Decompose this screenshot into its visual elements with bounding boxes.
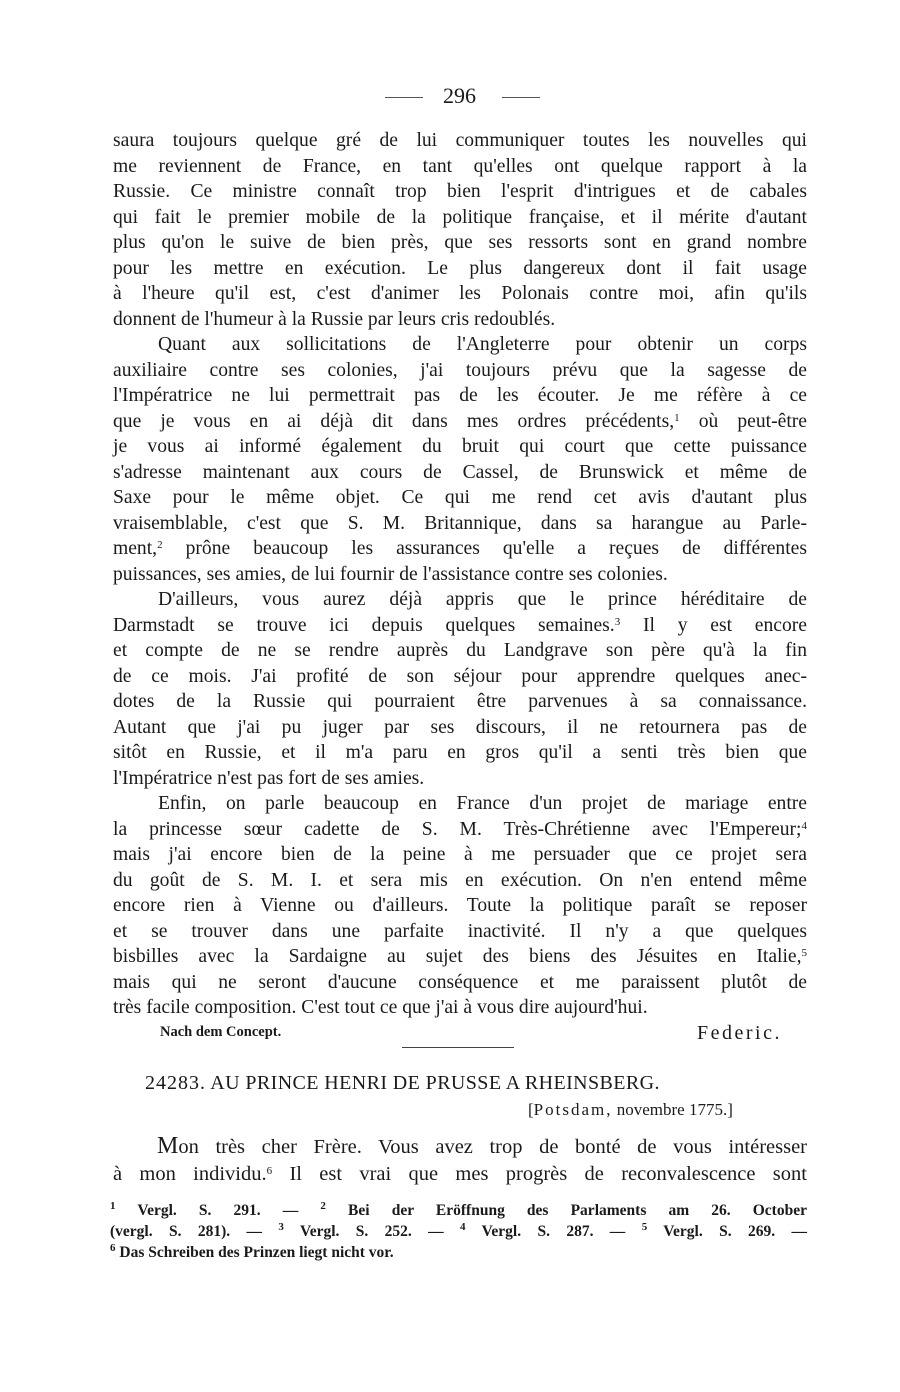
text-line: me reviennent de France, en tant qu'elles ont quelque rapport à la — [113, 155, 807, 177]
text-line — [113, 613, 807, 639]
text-segment: on très cher Frère. Vous avez trop de bonté de vous intéresser — [178, 1136, 807, 1158]
footnote-ref[interactable]: 2 — [157, 539, 163, 551]
text-line: dotes de la Russie qui pourraient être parvenues à sa connaissance. — [113, 691, 807, 712]
footnote-text: Vergl. S. 269. — — [663, 1223, 807, 1240]
footnote-text: Vergl. S. 291. — — [137, 1202, 299, 1219]
letter-line — [113, 1132, 807, 1160]
letter-dateline — [528, 1100, 733, 1120]
footnote-marker: 1 — [110, 1200, 116, 1212]
text-line: plus qu'on le suive de bien près, que ses ressorts sont en grand nombre — [113, 232, 807, 253]
letter-heading — [145, 1072, 785, 1095]
footnote-marker: 5 — [641, 1221, 648, 1233]
text-line: et compte de ne se rendre auprès du Landgrave son père qu'à la fin — [113, 640, 807, 661]
text-line: s'adresse maintenant aux cours de Cassel, de Brunswick et même de — [113, 461, 807, 483]
footnote-marker: 3 — [278, 1221, 284, 1233]
section-divider — [402, 1047, 514, 1048]
footnote-marker: 2 — [320, 1200, 326, 1212]
text-line: auxiliaire contre ses colonies, j'ai toujours prévu que la sagesse de — [113, 359, 807, 381]
text-line: mais qui ne seront d'aucune conséquence et me paraissent plutôt de — [113, 971, 807, 993]
text-line: pour les mettre en exécution. Le plus dangereux dont il fait usage — [113, 257, 807, 279]
text-line: mais j'ai encore bien de la peine à me persuader que ce projet sera — [113, 844, 807, 865]
text-segment: à mon individu. — [113, 1163, 267, 1185]
page-number: 296 — [443, 83, 476, 108]
text-segment: ment, — [113, 538, 158, 559]
footnote-text: Bei der Eröffnung des Parlaments am 26. October — [348, 1202, 807, 1219]
text-line: donnent de l'humeur à la Russie par leurs cris redoublés. — [113, 308, 556, 330]
header-dash-left — [385, 97, 423, 98]
text-segment: la princesse sœur cadette de S. M. Très-Chrétienne avec l'Empereur; — [113, 818, 802, 840]
footnote-ref[interactable]: 1 — [674, 411, 680, 424]
footnote-ref[interactable]: 4 — [801, 819, 807, 832]
footnote-text: Das Schreiben des Prinzen liegt nicht vor. — [119, 1244, 394, 1261]
text-line: très facile composition. C'est tout ce que j'ai à vous dire aujourd'hui. — [113, 997, 648, 1018]
paragraph-start: Quant aux sollicitations de l'Angleterre pour obtenir un corps — [158, 334, 807, 355]
text-line: vraisemblable, c'est que S. M. Britannique, dans sa harangue au Parle- — [113, 512, 807, 534]
source-note: Nach dem Concept. — [160, 1024, 282, 1040]
text-line: Autant que j'ai pu juger par ses discours, il ne retournera pas de — [113, 716, 807, 738]
text-line: je vous ai informé également du bruit qui court que cette puissance — [113, 436, 807, 457]
dateline-bracket: [ — [528, 1100, 534, 1119]
text-line: encore rien à Vienne ou d'ailleurs. Toute la politique paraît se reposer — [113, 895, 807, 916]
footnote-line — [110, 1200, 807, 1221]
dateline-place: Potsdam, — [533, 1100, 613, 1119]
greeting-initial: M — [157, 1133, 179, 1159]
letter-line — [113, 1160, 807, 1188]
footnote-text: Vergl. S. 287. — — [481, 1223, 626, 1240]
text-line: à l'heure qu'il est, c'est d'animer les Polonais contre moi, afin qu'ils — [113, 283, 807, 304]
footnote-line — [110, 1221, 807, 1242]
footnote-ref[interactable]: 3 — [614, 615, 621, 628]
text-line: de ce mois. J'ai profité de son séjour pour apprendre quelques anec- — [113, 665, 807, 687]
footnote-ref[interactable]: 6 — [266, 1165, 273, 1177]
letter-title: AU PRINCE HENRI DE PRUSSE A RHEINSBERG. — [210, 1072, 660, 1094]
text-line: puissances, ses amies, de lui fournir de l'assistance contre ses colonies. — [113, 563, 668, 585]
text-segment: prône beaucoup les assurances qu'elle a reçues de différentes — [185, 538, 807, 559]
footnote-line — [110, 1242, 807, 1263]
page-header — [0, 84, 900, 108]
text-line: et se trouver dans une parfaite inactivité. Il n'y a que quelques — [113, 920, 807, 942]
text-segment: Il y est encore — [642, 614, 808, 636]
text-line: l'Impératrice n'est pas fort de ses amies. — [113, 767, 425, 789]
text-segment: Darmstadt se trouve ici depuis quelques semaines. — [113, 614, 615, 636]
header-dash-right — [502, 97, 540, 98]
text-line: Saxe pour le même objet. Ce qui me rend cet avis d'autant plus — [113, 487, 807, 508]
text-segment: Il est vrai que mes progrès de reconvalescence sont — [289, 1163, 807, 1185]
text-line: du goût de S. M. I. et sera mis en exécution. On n'en entend même — [113, 869, 807, 891]
paragraph-start: D'ailleurs, vous aurez déjà appris que le prince héréditaire de — [158, 589, 807, 610]
text-line — [113, 409, 807, 435]
text-line: qui fait le premier mobile de la politique française, et il mérite d'autant — [113, 206, 807, 228]
text-segment: où peut-être — [698, 410, 807, 432]
signature: Federic. — [697, 1022, 782, 1044]
footnote-marker: 6 — [110, 1242, 116, 1254]
text-line: saura toujours quelque gré de lui communiquer toutes les nouvelles qui — [113, 130, 807, 151]
closing-row — [160, 1022, 782, 1046]
dateline-date: novembre 1775.] — [616, 1100, 733, 1119]
footnote-text: (vergl. S. 281). — — [110, 1223, 262, 1240]
text-line: Russie. Ce ministre connaît trop bien l'esprit d'intrigues et de cabales — [113, 181, 807, 202]
text-segment: que je vous en ai déjà dit dans mes ordres précédents, — [113, 410, 675, 432]
text-line: sitôt en Russie, et il m'a paru en gros qu'il a senti très bien que — [113, 742, 807, 763]
text-line — [113, 536, 807, 562]
footnote-text: Vergl. S. 252. — — [299, 1223, 444, 1240]
text-segment: bisbilles avec la Sardaigne au sujet des biens des Jésuites en Italie, — [113, 946, 802, 967]
text-line — [113, 944, 807, 970]
footnote-ref[interactable]: 5 — [801, 947, 807, 959]
footnote-marker: 4 — [460, 1221, 466, 1233]
paragraph-start: Enfin, on parle beaucoup en France d'un projet de mariage entre — [158, 793, 807, 814]
letter-number: 24283. — [145, 1072, 206, 1094]
text-line: l'Impératrice ne lui permettrait pas de les écouter. Je me réfère à ce — [113, 385, 807, 406]
text-line — [113, 817, 807, 843]
